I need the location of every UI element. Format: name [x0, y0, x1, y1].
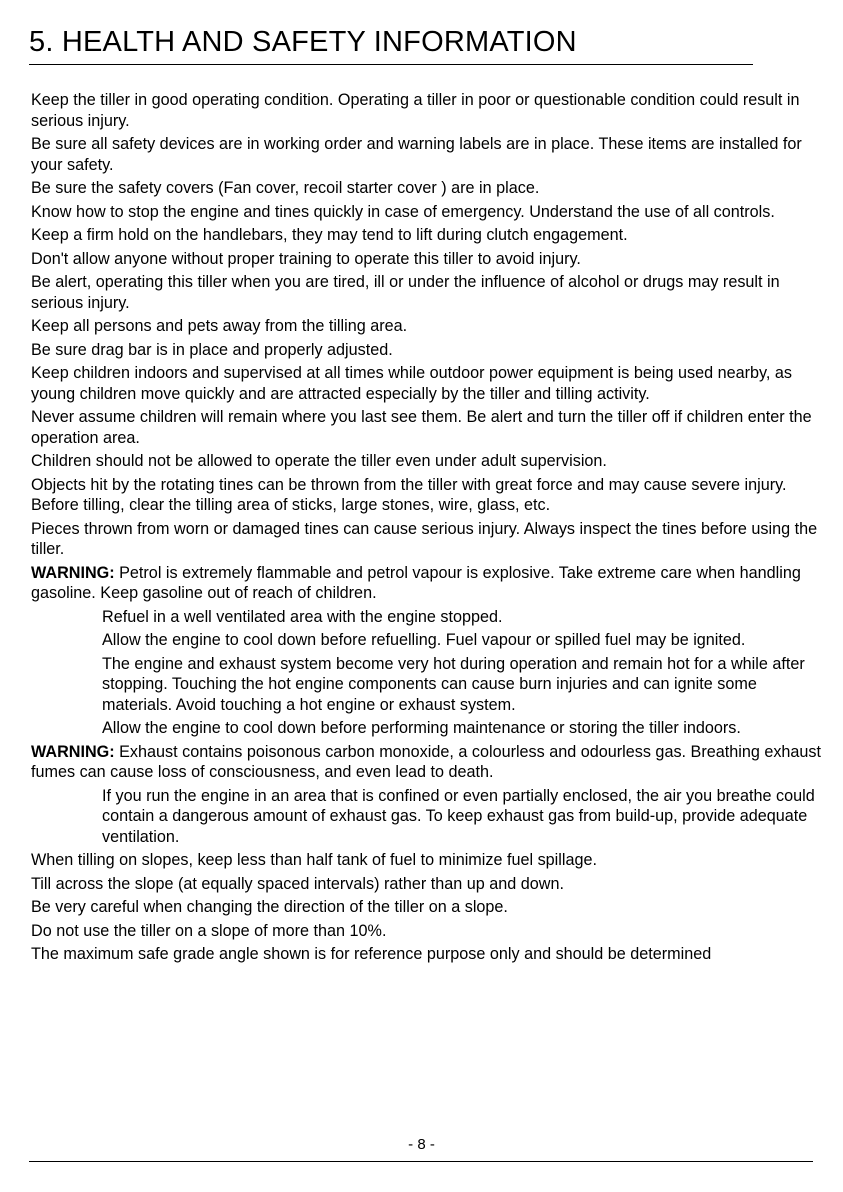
- paragraph-text: Never assume children will remain where you last see them. Be alert and turn the tiller off if children enter the operation area.: [31, 408, 812, 447]
- page-title: 5. HEALTH AND SAFETY INFORMATION: [29, 26, 577, 58]
- safety-paragraph: [31, 340, 826, 361]
- safety-paragraph: [31, 921, 826, 942]
- paragraph-text: Be sure all safety devices are in working order and warning labels are in place. These items are installed for your safety.: [31, 135, 802, 174]
- paragraph-text: When tilling on slopes, keep less than half tank of fuel to minimize fuel spillage.: [31, 851, 597, 869]
- page-number: - 8 -: [408, 1136, 435, 1153]
- paragraph-text: Be alert, operating this tiller when you are tired, ill or under the influence of alcohol or drugs may result in serious injury.: [31, 273, 780, 312]
- paragraph-text: The engine and exhaust system become very hot during operation and remain hot for a while after stopping. Touching the hot engine components can cause burn injuries and can ignite some materials. Avoid touching a hot engine or exhaust system.: [102, 654, 805, 714]
- paragraph-text: Keep children indoors and supervised at all times while outdoor power equipment is being used nearby, as young children move quickly and are attracted especially by the tiller and tilling activity.: [31, 364, 792, 403]
- paragraph-text: Allow the engine to cool down before refuelling. Fuel vapour or spilled fuel may be ignited.: [102, 631, 746, 649]
- warning-paragraph: [31, 563, 826, 604]
- paragraph-text: Be sure drag bar is in place and properly adjusted.: [31, 340, 393, 359]
- safety-paragraph: [31, 316, 826, 337]
- safety-instructions: [31, 90, 826, 968]
- warning-label: WARNING:: [31, 563, 115, 582]
- safety-paragraph: [31, 225, 826, 246]
- safety-paragraph: [31, 874, 826, 895]
- paragraph-text: The maximum safe grade angle shown is for reference purpose only and should be determined: [31, 945, 712, 963]
- safety-paragraph: [31, 90, 826, 131]
- paragraph-text: Know how to stop the engine and tines quickly in case of emergency. Understand the use of all controls.: [31, 202, 775, 221]
- paragraph-text: Keep a firm hold on the handlebars, they may tend to lift during clutch engagement.: [31, 226, 628, 244]
- safety-paragraph: [31, 407, 826, 448]
- paragraph-text: Till across the slope (at equally spaced intervals) rather than up and down.: [31, 874, 564, 893]
- safety-paragraph: [31, 363, 826, 404]
- paragraph-text: Objects hit by the rotating tines can be thrown from the tiller with great force and may cause severe injury. Before tilling, clear the tilling area of sticks, large stones, wire, glass, etc.: [31, 475, 787, 514]
- safety-paragraph: [31, 850, 826, 871]
- paragraph-text: If you run the engine in an area that is confined or even partially enclosed, the air you breathe could contain a dangerous amount of exhaust gas. To keep exhaust gas from build-up, provide adequate ventilation.: [102, 786, 815, 846]
- paragraph-text: Be very careful when changing the direction of the tiller on a slope.: [31, 898, 508, 916]
- paragraph-text: Petrol is extremely flammable and petrol vapour is explosive. Take extreme care when handling gasoline. Keep gasoline out of reach of children.: [31, 563, 801, 602]
- footer-divider: [29, 1161, 813, 1162]
- paragraph-text: Keep all persons and pets away from the tilling area.: [31, 317, 408, 335]
- safety-paragraph: [102, 607, 826, 628]
- paragraph-text: Allow the engine to cool down before performing maintenance or storing the tiller indoors.: [102, 719, 741, 737]
- safety-paragraph: [31, 519, 826, 560]
- safety-paragraph: [31, 475, 826, 516]
- safety-paragraph: [31, 202, 826, 223]
- safety-paragraph: [31, 178, 826, 199]
- paragraph-text: Refuel in a well ventilated area with the engine stopped.: [102, 607, 503, 626]
- paragraph-text: Exhaust contains poisonous carbon monoxide, a colourless and odourless gas. Breathing exhaust fumes can cause loss of consciousness, and even lead to death.: [31, 742, 822, 781]
- safety-paragraph: [31, 451, 826, 472]
- paragraph-text: Children should not be allowed to operate the tiller even under adult supervision.: [31, 452, 607, 470]
- paragraph-text: Do not use the tiller on a slope of more than 10%.: [31, 921, 387, 940]
- paragraph-text: Pieces thrown from worn or damaged tines can cause serious injury. Always inspect the tines before using the tiller.: [31, 519, 818, 558]
- safety-paragraph: [102, 786, 826, 848]
- safety-paragraph: [102, 654, 826, 716]
- paragraph-text: Be sure the safety covers (Fan cover, recoil starter cover ) are in place.: [31, 179, 540, 197]
- safety-paragraph: [31, 897, 826, 918]
- warning-paragraph: [31, 742, 826, 783]
- paragraph-text: Don't allow anyone without proper training to operate this tiller to avoid injury.: [31, 249, 581, 268]
- warning-label: WARNING:: [31, 742, 115, 761]
- safety-paragraph: [31, 249, 826, 270]
- safety-paragraph: [31, 944, 826, 965]
- safety-paragraph: [102, 718, 826, 739]
- safety-paragraph: [31, 134, 826, 175]
- safety-paragraph: [102, 630, 826, 651]
- safety-paragraph: [31, 272, 826, 313]
- paragraph-text: Keep the tiller in good operating condition. Operating a tiller in poor or questionable condition could result in serious injury.: [31, 91, 800, 130]
- title-divider: [29, 64, 753, 65]
